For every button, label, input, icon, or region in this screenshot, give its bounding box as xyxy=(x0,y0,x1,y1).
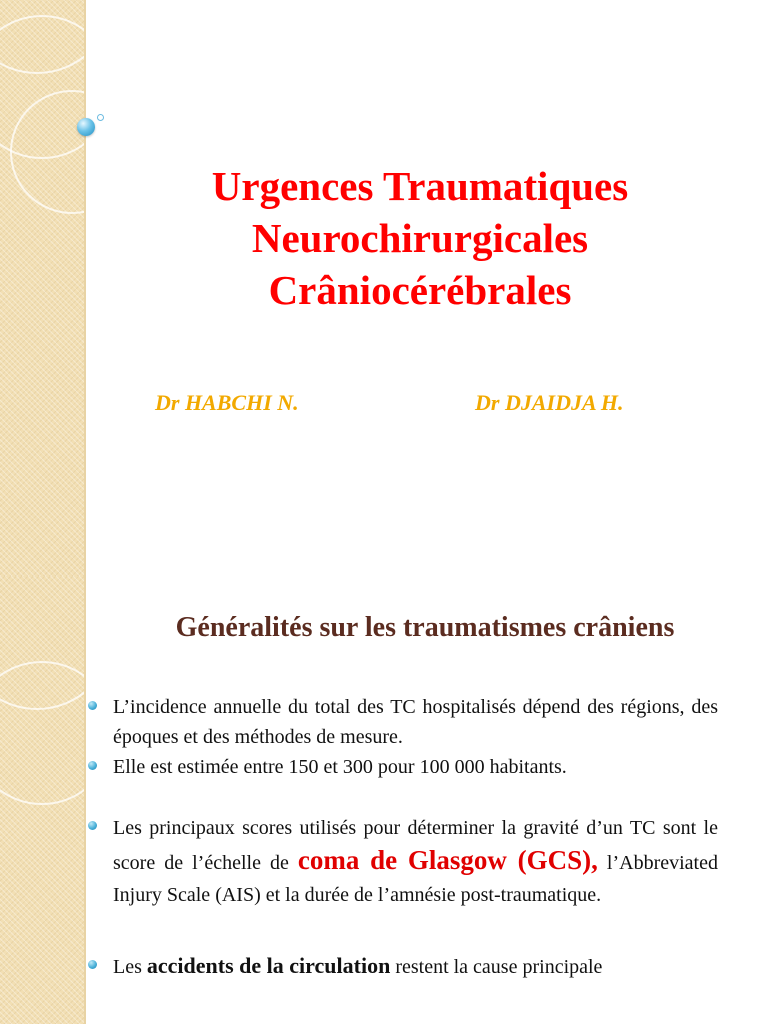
small-orb-icon xyxy=(97,114,104,121)
glasgow-highlight: coma de Glasgow (GCS), xyxy=(297,845,598,875)
bullet-list xyxy=(88,692,718,982)
bullet-item xyxy=(88,752,718,782)
bullet-item xyxy=(88,951,718,982)
bullet-item xyxy=(88,812,718,911)
title-line-1: Urgences Traumatiques xyxy=(211,163,629,209)
title-line-2: Neurochirurgicales xyxy=(251,215,589,261)
bullet-icon xyxy=(88,761,97,770)
blue-orb-icon xyxy=(77,118,95,136)
slide-heading: Généralités sur les traumatismes crâniens xyxy=(175,612,675,643)
decorative-ring xyxy=(10,90,134,214)
author-2: Dr DJAIDJA H. xyxy=(475,390,624,415)
slide-title xyxy=(150,160,690,316)
bullet-text: L’incidence annuelle du total des TC hospitalisés dépend des régions, des époques et des méthodes de mesure. xyxy=(113,696,718,748)
bullet-item xyxy=(88,692,718,752)
bullet-text: l’Abbreviated Injury Scale (AIS) et la durée de l’amnésie post-traumatique. xyxy=(113,852,718,906)
bullet-text: restent la cause principale xyxy=(390,956,603,978)
author-1: Dr HABCHI N. xyxy=(155,390,299,415)
bullet-icon xyxy=(88,960,97,969)
sidebar-edge xyxy=(84,576,86,1024)
title-line-3: Crâniocérébrales xyxy=(268,267,572,313)
bullet-icon xyxy=(88,821,97,830)
bold-phrase: accidents de la circulation xyxy=(146,953,391,978)
decorative-sidebar xyxy=(0,576,84,1024)
content-slide xyxy=(0,576,768,1024)
sidebar-edge xyxy=(84,0,86,576)
bullet-icon xyxy=(88,701,97,710)
bullet-text: Les xyxy=(113,956,147,978)
decorative-sidebar xyxy=(0,0,84,576)
bullet-text: Elle est estimée entre 150 et 300 pour 100 000 habitants. xyxy=(113,756,567,778)
bullet-text: Les principaux scores utilisés pour déterminer la gravité d’un TC sont le score de l’échelle de xyxy=(113,817,718,874)
